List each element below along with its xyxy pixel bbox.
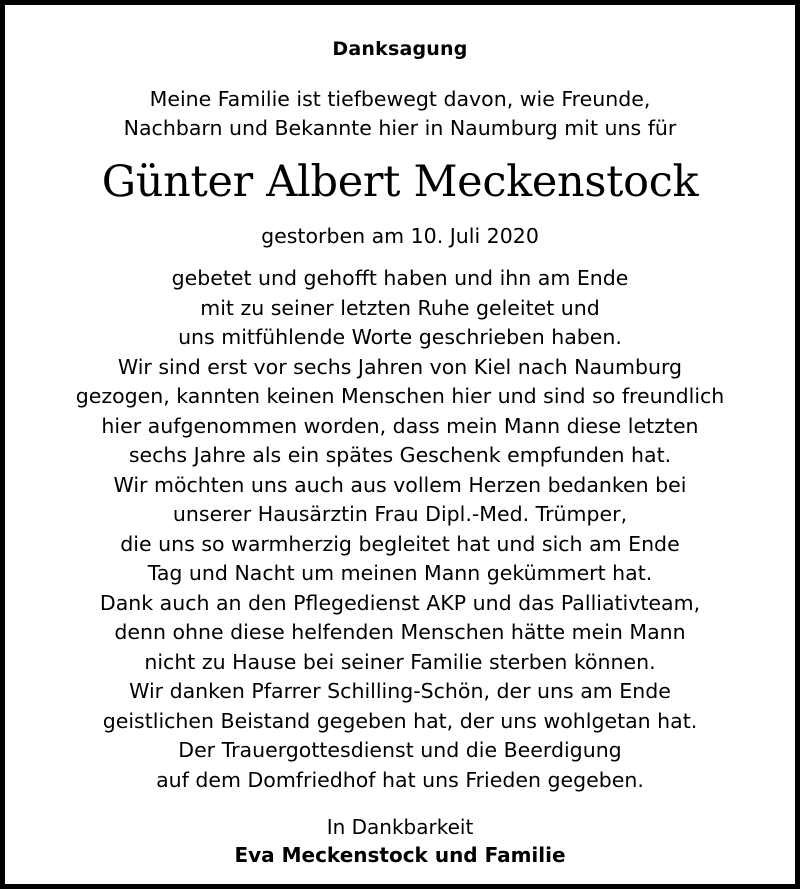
body-line: Wir danken Pfarrer Schilling-Schön, der uns am Ende (129, 679, 671, 703)
body-line: geistlichen Beistand gegeben hat, der uns wohlgetan hat. (102, 708, 698, 733)
signature: Eva Meckenstock und Familie (234, 843, 566, 867)
notice-heading: Danksagung (332, 38, 468, 60)
body-line: denn ohne diese helfenden Menschen hätte mein Mann (114, 620, 686, 644)
intro-text (10, 85, 790, 143)
body-text (10, 264, 790, 795)
death-date: gestorben am 10. Juli 2020 (261, 224, 539, 248)
body-line: unserer Hausärztin Frau Dipl.-Med. Trümper, (172, 502, 628, 526)
body-line: gebetet und gehofft haben und ihn am Ende (171, 266, 629, 290)
body-line: mit zu seiner letzten Ruhe geleitet und (200, 295, 600, 320)
body-line: Wir sind erst vor sechs Jahren von Kiel nach Naumburg (117, 354, 683, 379)
body-line: Tag und Nacht um meinen Mann gekümmert hat. (147, 561, 653, 585)
body-line: Dank auch an den Pflegedienst AKP und das Palliativteam, (99, 590, 701, 615)
closing-phrase: In Dankbarkeit (326, 815, 474, 839)
body-line: nicht zu Hause bei seiner Familie sterben können. (144, 649, 656, 674)
body-line: uns mitfühlende Worte geschrieben haben. (178, 325, 622, 349)
body-line: gezogen, kannten keinen Menschen hier und sind so freundlich (75, 384, 725, 408)
body-line: Der Trauergottesdienst und die Beerdigung (178, 738, 622, 762)
body-line: Wir möchten uns auch aus vollem Herzen bedanken bei (113, 472, 687, 497)
body-line: die uns so warmherzig begleitet hat und sich am Ende (120, 531, 680, 556)
intro-line: Nachbarn und Bekannte hier in Naumburg mit uns für (123, 116, 677, 140)
intro-line: Meine Familie ist tiefbewegt davon, wie Freunde, (149, 87, 651, 111)
body-line: hier aufgenommen worden, dass mein Mann diese letzten (101, 413, 699, 438)
body-line: sechs Jahre als ein spätes Geschenk empfunden hat. (128, 443, 672, 467)
body-line: auf dem Domfriedhof hat uns Frieden gegeben. (156, 767, 644, 792)
deceased-name: Günter Albert Meckenstock (101, 157, 699, 207)
